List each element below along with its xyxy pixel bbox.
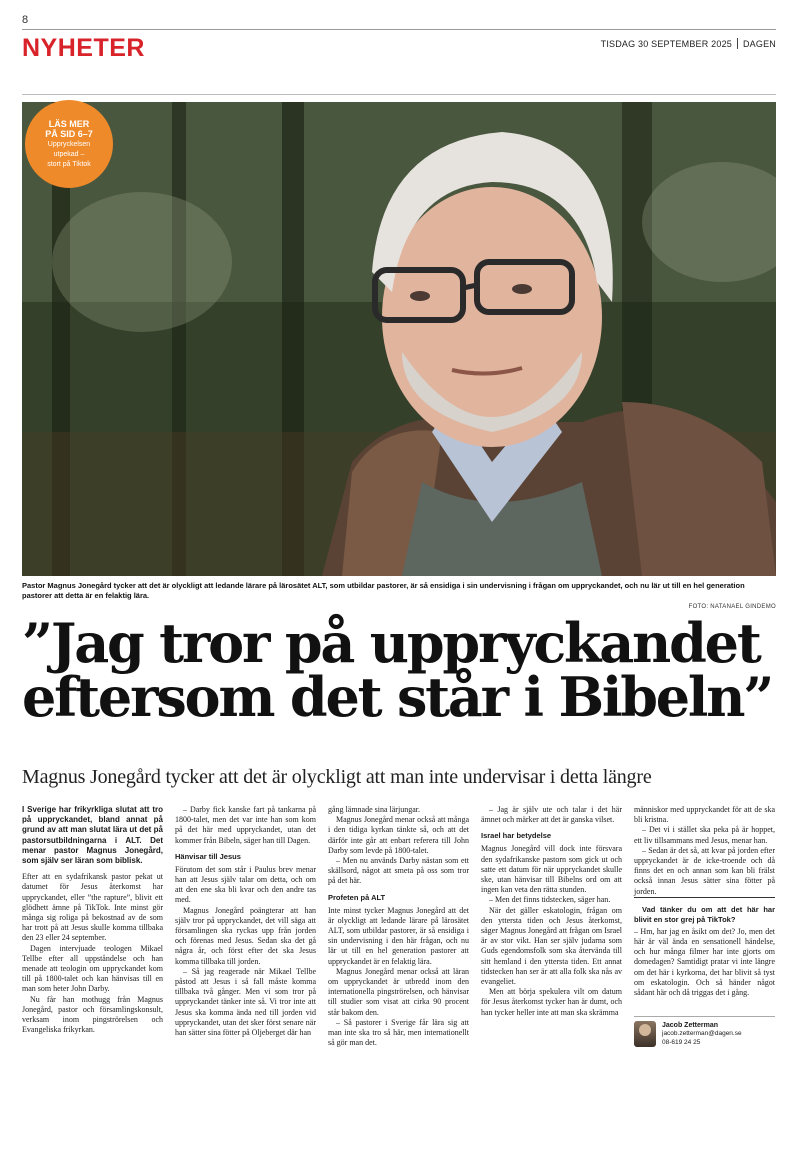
interview-question: Vad tänker du om att det här har blivit en stor grej på TikTok? — [634, 904, 775, 924]
photo-credit: FOTO: NATANAEL GINDEMO — [688, 604, 776, 610]
body-paragraph: människor med uppryckandet för att de ska bli kristna. — [634, 805, 775, 825]
body-paragraph: Magnus Jonegård poängterar att han själv tror på uppryckandet, det vill säga att församlingen ska ryckas upp från jorden och förenas med Jesus. Sedan ska det gå några år, och först efter det ska Jesus komma tillbaka till jorden. — [175, 905, 316, 966]
body-paragraph: Magnus Jonegård menar också att läran om uppryckandet är utbredd inom den internationella pingströrelsen, och hänvisar till studier som visat att cirka 90 procent står bakom den. — [328, 966, 469, 1017]
body-paragraph: Men att börja spekulera vilt om datum för Jesus återkomst tycker han är dumt, och han tycker heller inte att man ska skrämma — [481, 987, 622, 1017]
portrait-photo — [22, 102, 776, 576]
portrait-illustration — [22, 102, 776, 576]
body-paragraph: Nu får han mothugg från Magnus Jonegård, pastor och församlingskonsult, verksam inom pingströrelsen och Evangeliska frikyrkan. — [22, 994, 163, 1035]
badge-line-2: PÅ SID 6–7 — [45, 129, 93, 139]
subheadline: Magnus Jonegård tycker att det är olyckligt att man inte undervisar i detta längre — [22, 766, 652, 788]
badge-line-5: stort på Tiktok — [47, 161, 91, 168]
badge-line-3: Uppryckelsen — [47, 141, 91, 148]
column-1 — [22, 805, 163, 1145]
body-paragraph: – Hm, har jag en åsikt om det? Jo, men det här är väl ända en sensationell händelse, och hur många filmer har inte gjorts om domedagen? Samtidigt pratar vi inte längre om det här i kyrkorna, det har blivit så tyst om eskatologin. Och så händer något sådant här och då triggas det i gång. — [634, 926, 775, 998]
crosshead: Hänvisar till Jesus — [175, 851, 241, 861]
crosshead: Profeten på ALT — [328, 892, 386, 902]
body-paragraph: – Sedan är det så, att kvar på jorden efter uppryckandet är de icke-troende och då finns det en och annan som kan bli frälst också innan Jesus sätter sina fötter på jorden. — [634, 845, 775, 896]
badge-line-1: LÄS MER — [48, 119, 90, 129]
issue-date: TISDAG 30 SEPTEMBER 2025 — [600, 39, 732, 49]
body-paragraph: gång lämnade sina lärjungar. — [328, 805, 420, 814]
body-paragraph: Förutom det som står i Paulus brev menar han att Jesus själv talar om detta, och om att den ene ska bli kvar och den andre tas med. — [175, 864, 316, 905]
column-5 — [634, 805, 775, 1145]
section-label: NYHETER — [22, 34, 145, 62]
body-paragraph: Dagen intervjuade teologen Mikael Tellbe efter all uppståndelse och han menade att teologin om uppryckandet kom till på 1800-talet och kan hänvisas till en man som heter John Darby. — [22, 943, 163, 994]
body-paragraph: – Så jag reagerade när Mikael Tellbe påstod att Jesus i så fall måste komma tillbaka två gånger. Men vi som tror på uppryckandet tänker inte så. Vi tror inte att Jesus ska komma ända ned till jorden vid uppryckandet, utan det sker först senare när han sätter sina fötter på Oljeberget där han — [175, 966, 316, 1038]
photo-caption: Pastor Magnus Jonegård tycker att det är olyckligt att ledande lärare på lärosätet ALT, som utbildar pastorer, är så ensidiga i sin undervisning i frågan om uppryckandet, och nu lär ut till en hel generation pastorer att detta är en felaktig lära. — [22, 581, 745, 600]
headline: ”Jag tror på uppryckandet eftersom det står i Bibeln” — [22, 611, 773, 729]
body-paragraph: Inte minst tycker Magnus Jonegård att det är olyckligt att ledande lärare på lärosätet ALT, som utbildar pastorer, är så ensidiga i sin undervisning i den här frågan, och nu lär ut till en hel generation pastorer att uppryckandet är en felaktig lära. — [328, 905, 469, 966]
dateline-separator — [737, 38, 738, 49]
byline-details — [662, 1022, 742, 1047]
lead-paragraph: I Sverige har frikyrkliga slutat att tro på uppryckandet, bland annat på grund av att man slutat lära ut det på pastorsutbildningarna i ALT. Det menar pastor Magnus Jonegård, som själv ser läran som biblisk. — [22, 805, 163, 866]
author-name: Jacob Zetterman — [662, 1021, 719, 1029]
body-paragraph: – Men det finns tidstecken, säger han. — [489, 895, 611, 905]
column-4 — [481, 805, 622, 1145]
body-paragraph: – Jag är själv ute och talar i det här ämnet och märker att det är ganska vilset. — [481, 805, 622, 825]
crosshead: Israel har betydelse — [481, 831, 552, 841]
page-number: 8 — [22, 14, 29, 26]
author-avatar — [634, 1021, 656, 1047]
top-rule — [22, 29, 776, 30]
author-email[interactable]: jacob.zetterman@dagen.se — [662, 1029, 742, 1037]
column-2 — [175, 805, 316, 1145]
dateline — [601, 38, 776, 49]
body-paragraph: – Darby fick kanske fart på tankarna på 1800-talet, men det var inte han som kom på det här med uppryckandet, utan det kommer från Bibeln, säger han till Dagen. — [175, 805, 316, 845]
article-body — [22, 805, 778, 1145]
byline — [634, 1016, 775, 1047]
interview-question-box — [634, 897, 775, 925]
body-paragraph: Efter att en sydafrikansk pastor pekat ut datumet för Jesus återkomst har uppryckandet, eller ”the rapture”, blivit ett glödhett ämne på TikTok. Inte minst gör många sig roliga på bekostnad av de som har trott på att Jesus skulle komma tillbaka den 23 eller 24 september. — [22, 872, 163, 943]
body-paragraph: – Så pastorer i Sverige får lära sig att man inte ska tro så här, men internationellt så gör man det. — [328, 1017, 469, 1048]
read-more-badge[interactable] — [25, 100, 113, 188]
author-phone: 08-619 24 25 — [662, 1038, 701, 1046]
body-paragraph: – Men nu används Darby nästan som ett skällsord, något att smeta på oss som tror på det här. — [328, 856, 469, 886]
body-paragraph: Magnus Jonegård vill dock inte försvara den sydafrikanske pastorn som gick ut och satte ett datum för när uppryckandet skulle ske, utan hänvisar till Bibelns ord om att ingen kan veta den rätta stunden. — [481, 844, 622, 895]
badge-line-4: utpekad – — [53, 151, 85, 158]
body-paragraph: – Det vi i stället ska peka på är hoppet, ett liv tillsammans med Jesus, menar han. — [634, 825, 775, 845]
paper-name: DAGEN — [742, 39, 776, 49]
section-rule — [22, 94, 776, 95]
column-3 — [328, 805, 469, 1145]
body-paragraph: När det gäller eskatologin, frågan om den yttersta tiden och Jesus återkomst, säger Magnus Jonegård att frågan om Israel är av stor vikt. Han ser själv judarna som Guds egendomsfolk som ska återvända till sitt hemland i den yttersta tiden. Ett annat tidstecken han ser är att alla folk ska nås av evangeliet. — [481, 905, 622, 987]
body-paragraph: Magnus Jonegård menar också att många i den tidiga kyrkan tänkte så, och att det därför inte går att enbart referera till John Darby som levde på 1800-talet. — [328, 815, 469, 855]
